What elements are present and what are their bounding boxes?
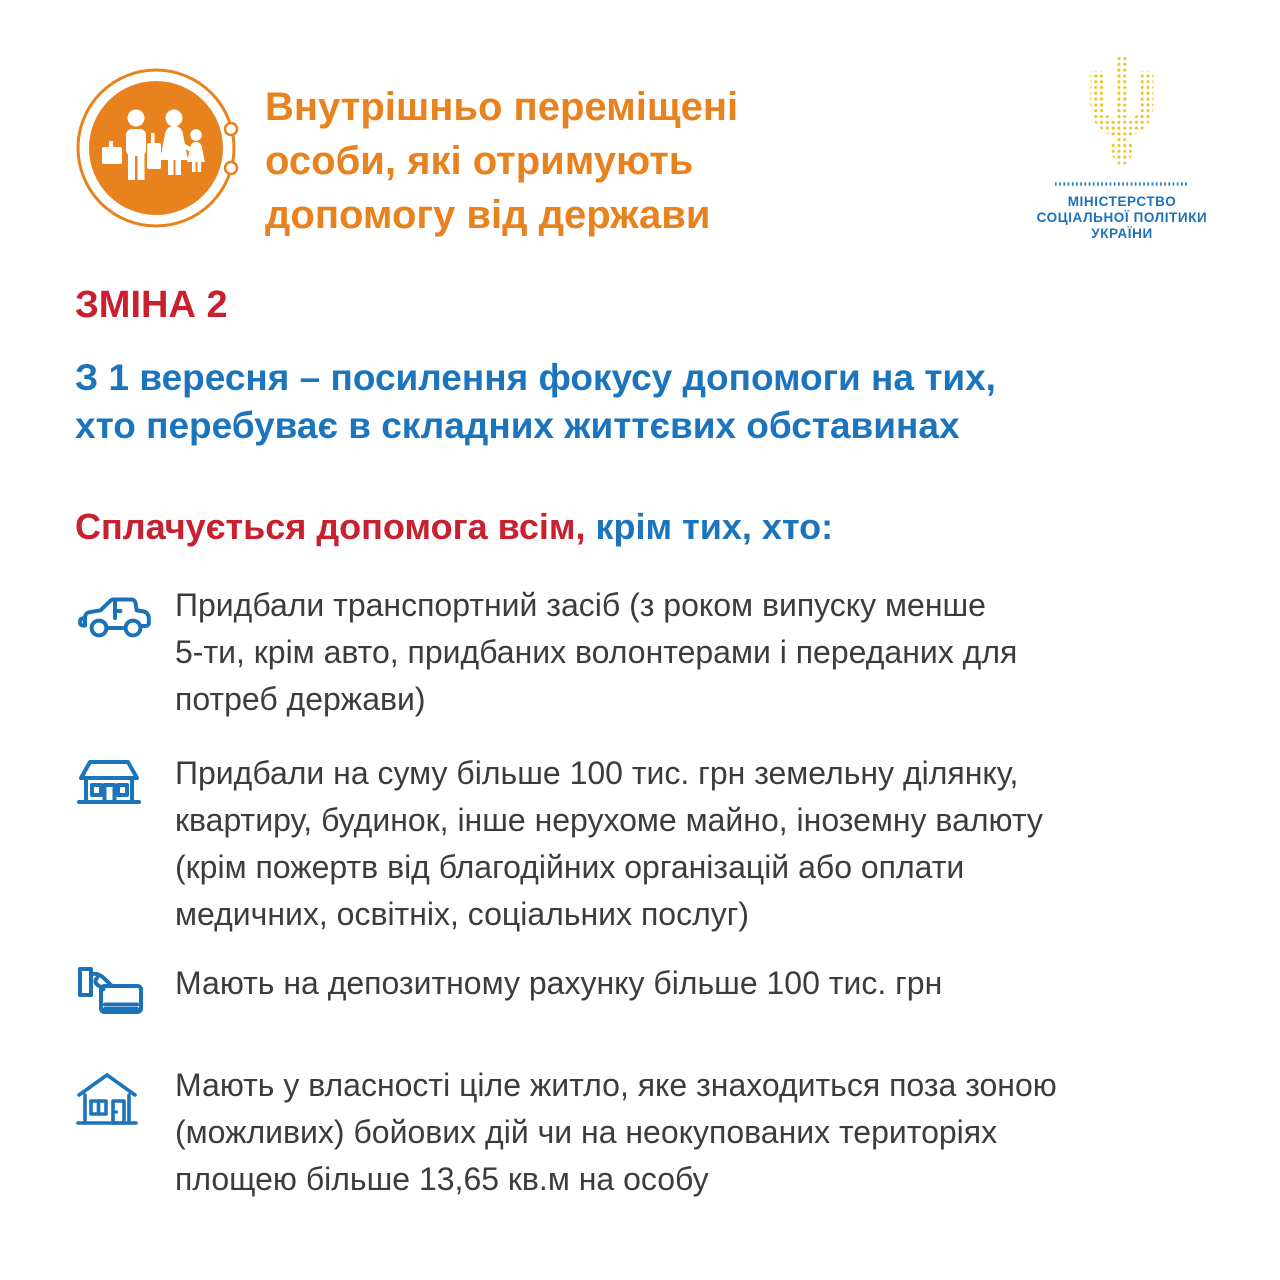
list-item bbox=[75, 582, 1017, 723]
list-item-text bbox=[175, 582, 1017, 723]
list-item-text bbox=[175, 750, 1043, 938]
list-item-line: (крім пожертв від благодійних організацій або оплати bbox=[175, 849, 965, 885]
house-icon bbox=[75, 750, 175, 812]
list-item-line: Придбали транспортний засіб (з роком випуску менше bbox=[175, 587, 986, 623]
list-item-text bbox=[175, 960, 942, 1007]
list-item-line: квартиру, будинок, інше нерухоме майно, іноземну валюту bbox=[175, 802, 1043, 838]
list-item-line: (можливих) бойових дій чи на неокупованих територіях bbox=[175, 1114, 998, 1150]
list-heading-blue: крім тих, хто: bbox=[585, 506, 834, 547]
list-item bbox=[75, 750, 1043, 938]
ministry-name-line: МІНІСТЕРСТВО bbox=[1067, 194, 1177, 209]
list-item-line: потреб держави) bbox=[175, 681, 426, 717]
page-title bbox=[265, 80, 738, 242]
page-title-line: особи, які отримують bbox=[265, 139, 694, 183]
family-icon bbox=[72, 62, 244, 234]
trident-icon bbox=[1081, 56, 1163, 172]
ministry-name bbox=[1022, 194, 1222, 242]
ministry-name-line: СОЦІАЛЬНОЇ ПОЛІТИКИ bbox=[1036, 210, 1208, 225]
list-item-line: площею більше 13,65 кв.м на особу bbox=[175, 1161, 709, 1197]
list-item bbox=[75, 1062, 1057, 1203]
list-item-line: 5-ти, крім авто, придбаних волонтерами і переданих для bbox=[175, 634, 1018, 670]
list-item-text bbox=[175, 1062, 1057, 1203]
car-icon bbox=[75, 582, 175, 642]
list-heading bbox=[75, 506, 833, 548]
subtitle-line: хто перебуває в складних життєвих обставинах bbox=[75, 405, 960, 446]
subtitle-line: З 1 вересня – посилення фокусу допомоги на тих, bbox=[75, 357, 996, 398]
list-item-line: Мають на депозитному рахунку більше 100 тис. грн bbox=[175, 965, 943, 1001]
list-item-line: Мають у власності ціле житло, яке знаходиться поза зоною bbox=[175, 1067, 1057, 1103]
house-ownership-icon bbox=[75, 1062, 175, 1131]
subtitle bbox=[75, 354, 996, 450]
ministry-name-line: УКРАЇНИ bbox=[1091, 226, 1153, 241]
list-item-line: Придбали на суму більше 100 тис. грн земельну ділянку, bbox=[175, 755, 1019, 791]
list-heading-red: Сплачується допомога всім, bbox=[75, 506, 586, 547]
list-item-line: медичних, освітніх, соціальних послуг) bbox=[175, 896, 750, 932]
change-label: ЗМІНА 2 bbox=[75, 284, 228, 326]
card-in-hand-icon bbox=[75, 960, 175, 1019]
list-item bbox=[75, 960, 942, 1019]
dotted-divider-icon bbox=[1052, 180, 1192, 188]
displaced-family-badge bbox=[72, 62, 244, 234]
page-title-line: Внутрішньо переміщені bbox=[265, 85, 739, 129]
page-title-line: допомогу від держави bbox=[265, 193, 711, 237]
ministry-logo bbox=[1022, 56, 1222, 242]
